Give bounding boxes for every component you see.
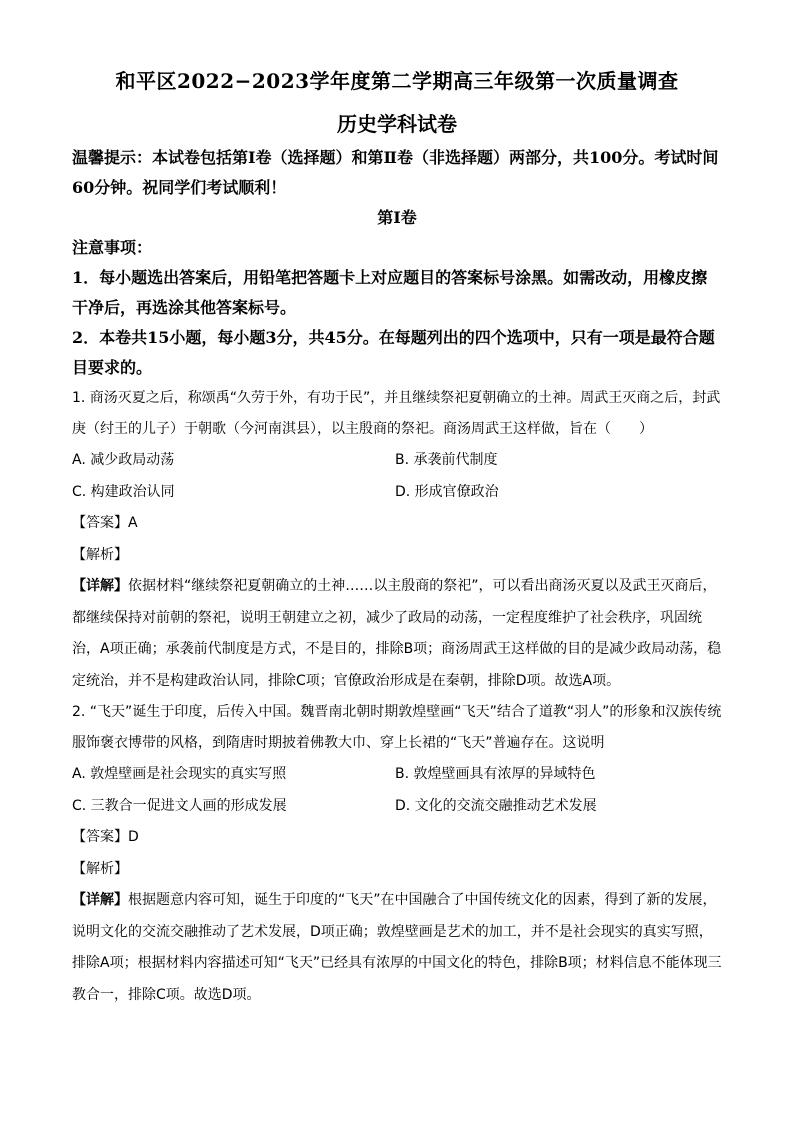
option-d: D. 文化的交流交融推动艺术发展 [395, 797, 597, 814]
attention-item-1: 1．每小题选出答案后，用铅笔把答题卡上对应题目的答案标号涂黑。如需改动，用橡皮擦干净后，再选涂其他答案标号。 [72, 268, 708, 317]
exam-title: 和平区2022−2023学年度第二学期高三年级第一次质量调查 [115, 69, 679, 93]
question-block [72, 697, 722, 1011]
analysis-label: 【解析】 [72, 860, 128, 877]
attention-item-2: 2．本卷共15小题，每小题3分，共45分。在每题列出的四个选项中，只有一项是最符合题目要求的。 [72, 328, 715, 377]
detail-label: 【详解】 [72, 892, 128, 908]
answer-value: D [128, 829, 139, 845]
answer-label: 【答案】 [72, 829, 128, 845]
question-block [72, 383, 722, 697]
question-stem: 1. 商汤灭夏之后，称颂禹“久劳于外，有功于民”，并且继续祭祀夏朝确立的土神。周武王灭商之后，封武庚（纣王的儿子）于朝歌（今河南淇县），以主殷商的祭祀。商汤周武王这样做，旨在（ ） [72, 390, 721, 437]
attention-heading: 注意事项： [72, 238, 153, 257]
option-d: D. 形成官僚政治 [395, 483, 499, 500]
answer-line [72, 822, 722, 854]
option-b: B. 承袭前代制度 [395, 452, 498, 468]
answer-line [72, 508, 722, 540]
notice-text: 温馨提示：本试卷包括第Ⅰ卷（选择题）和第Ⅱ卷（非选择题）两部分，共100分。考试时间60分钟。祝同学们考试顺利！ [72, 148, 719, 197]
options-grid [72, 759, 722, 822]
analysis-label: 【解析】 [72, 546, 128, 563]
question-stem: 2. “飞天”诞生于印度，后传入中国。魏晋南北朝时期敦煌壁画“飞天”结合了道教“羽人”的形象和汉族传统服饰褒衣博带的风格，到隋唐时期披着佛教大巾、穿上长裙的“飞天”普遍存在。这说明 [72, 704, 722, 751]
detail-text: 依据材料“继续祭祀夏朝确立的土神……以主殷商的祭祀”，可以看出商汤灭夏以及武王灭商后，都继续保持对前朝的祭祀，说明王朝建立之初，减少了政局的动荡，一定程度维护了社会秩序，巩固统治，A项正确；承袭前代制度是方式，不是目的，排除B项；商汤周武王这样做的目的是减少政局动荡，稳定统治，并不是构建政治认同，排除C项；官僚政治形成是在秦朝，排除D项。故选A项。 [72, 578, 722, 689]
section-title: 第Ⅰ卷 [377, 208, 417, 227]
answer-value: A [128, 515, 138, 531]
option-a: A. 减少政局动荡 [72, 452, 175, 468]
answer-label: 【答案】 [72, 515, 128, 531]
option-b: B. 敦煌壁画具有浓厚的异域特色 [395, 766, 596, 782]
detail-paragraph [72, 571, 722, 697]
detail-paragraph [72, 885, 722, 1011]
exam-page [72, 66, 722, 1011]
option-c: C. 三教合一促进文人画的形成发展 [72, 797, 287, 814]
detail-label: 【详解】 [72, 578, 128, 594]
options-grid [72, 445, 722, 508]
option-c: C. 构建政治认同 [72, 483, 175, 500]
option-a: A. 敦煌壁画是社会现实的真实写照 [72, 766, 287, 782]
detail-text: 根据题意内容可知，诞生于印度的“飞天”在中国融合了中国传统文化的因素，得到了新的发展，说明文化的交流交融推动了艺术发展，D项正确；敦煌壁画是艺术的加工，并不是社会现实的真实写照，排除A项；根据材料内容描述可知“飞天”已经具有浓厚的中国文化的特色，排除B项；材料信息不能体现三教合一，排除C项。故选D项。 [72, 892, 722, 1003]
exam-subtitle: 历史学科试卷 [337, 112, 457, 136]
